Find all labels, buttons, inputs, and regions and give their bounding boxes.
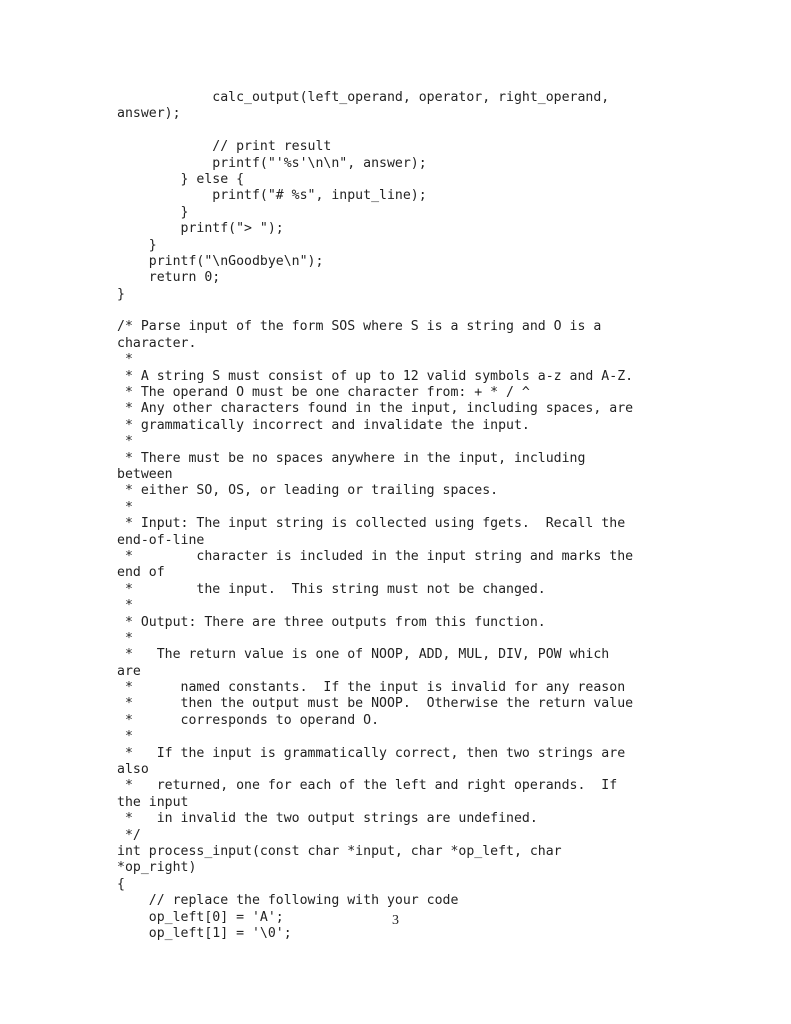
code-line: * A string S must consist of up to 12 valid symbols a-z and A-Z. (117, 368, 634, 384)
code-line: // replace the following with your code (117, 893, 459, 909)
code-line: * returned, one for each of the left and right operands. If (117, 778, 618, 794)
code-line: * Input: The input string is collected using fgets. Recall the (117, 516, 626, 532)
code-line: * then the output must be NOOP. Otherwise the return value (117, 696, 634, 712)
code-line: * There must be no spaces anywhere in the input, including (117, 450, 586, 466)
code-line: * (117, 434, 133, 450)
code-line: * (117, 499, 133, 515)
code-line: printf("> "); (117, 221, 284, 237)
code-line: * (117, 630, 133, 646)
code-line: printf("'%s'\n\n", answer); (117, 155, 427, 171)
code-line: answer); (117, 106, 181, 122)
code-line: * grammatically incorrect and invalidate the input. (117, 417, 530, 433)
code-line: } (117, 286, 125, 302)
code-line: * Any other characters found in the input, including spaces, are (117, 401, 634, 417)
code-line: calc_output(left_operand, operator, right_operand, (117, 90, 610, 105)
code-line: *op_right) (117, 860, 197, 876)
code-line: */ (117, 827, 141, 843)
code-line: end-of-line (117, 532, 205, 548)
code-line: /* Parse input of the form SOS where S is a string and O is a (117, 319, 602, 335)
code-line: printf("# %s", input_line); (117, 188, 427, 204)
code-line: int process_input(const char *input, char *op_left, char (117, 843, 562, 859)
code-listing (117, 90, 633, 942)
code-line: * corresponds to operand O. (117, 712, 380, 728)
code-line: * Output: There are three outputs from this function. (117, 614, 546, 630)
code-line (117, 123, 633, 139)
code-line: * The return value is one of NOOP, ADD, MUL, DIV, POW which (117, 647, 610, 663)
code-line: character. (117, 335, 197, 351)
code-line: * the input. This string must not be changed. (117, 581, 546, 597)
code-line: * character is included in the input string and marks the (117, 548, 634, 564)
code-line: { (117, 876, 125, 892)
code-line: between (117, 466, 173, 482)
code-line: the input (117, 794, 189, 810)
code-line: * (117, 598, 133, 614)
code-line: * named constants. If the input is invalid for any reason (117, 680, 626, 696)
code-line: } else { (117, 171, 245, 187)
code-line: op_left[1] = '\0'; (117, 925, 292, 941)
code-line: are (117, 663, 141, 679)
code-line: op_left[0] = 'A'; (117, 909, 284, 925)
code-line: return 0; (117, 270, 221, 286)
code-line: * (117, 729, 133, 745)
code-line: * The operand O must be one character from: + * / ^ (117, 385, 530, 401)
code-line: printf("\nGoodbye\n"); (117, 253, 324, 269)
code-line: * in invalid the two output strings are undefined. (117, 811, 538, 827)
code-line: * If the input is grammatically correct, then two strings are (117, 745, 626, 761)
code-line (117, 303, 633, 319)
code-line: } (117, 204, 189, 220)
page-number: 3 (392, 913, 399, 928)
code-line: also (117, 762, 149, 778)
code-line: * either SO, OS, or leading or trailing spaces. (117, 483, 499, 499)
code-line: } (117, 237, 157, 253)
code-line: * (117, 352, 133, 368)
code-line: // print result (117, 139, 332, 155)
code-line: end of (117, 565, 165, 581)
